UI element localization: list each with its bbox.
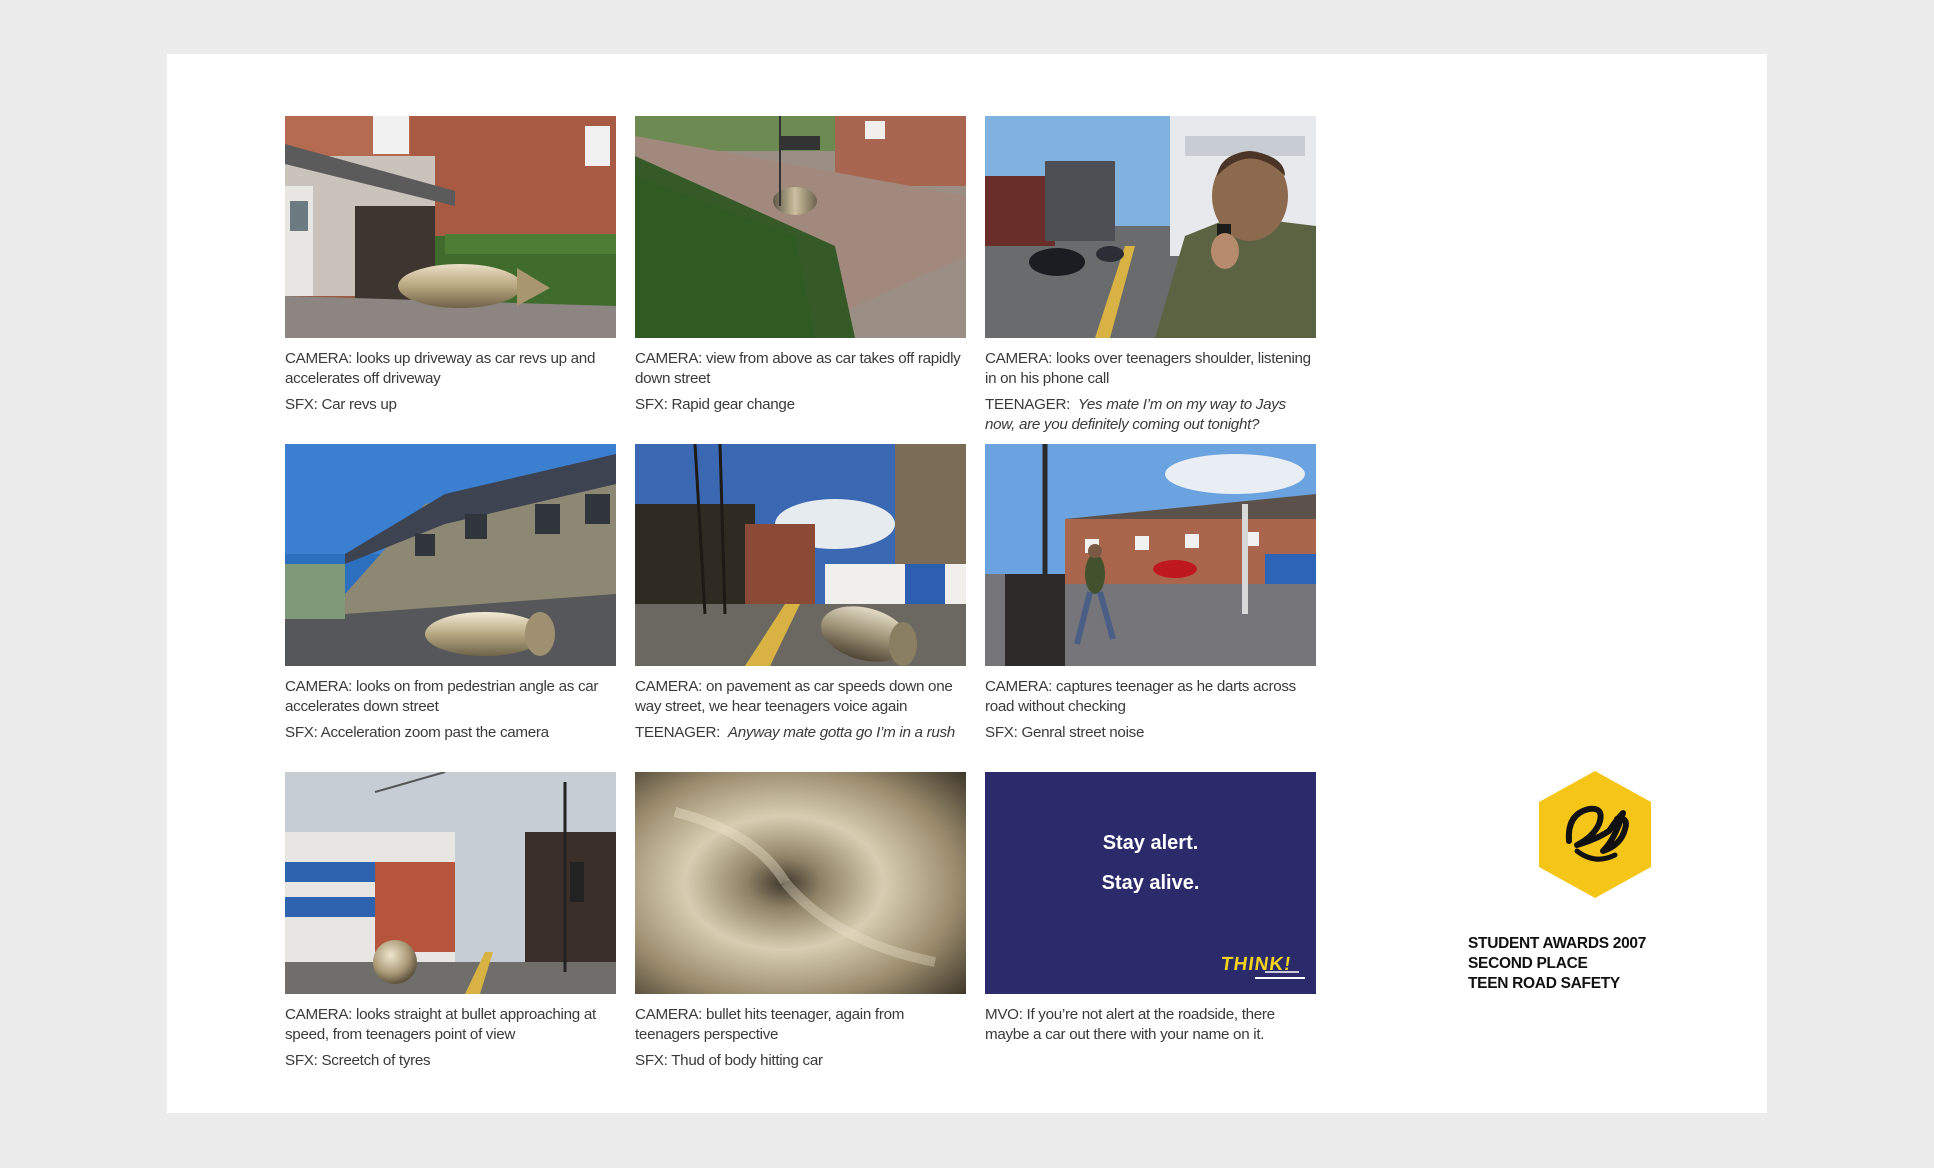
think-logo: THINK! bbox=[1219, 954, 1293, 975]
frame-camera-caption: CAMERA: looks straight at bullet approaching at speed, from teenagers point of view bbox=[285, 1006, 596, 1043]
award-line: TEEN ROAD SAFETY bbox=[1468, 975, 1620, 992]
frame-image-crossing bbox=[985, 444, 1316, 666]
frame-image-approach bbox=[285, 772, 616, 994]
dialogue-line: Yes mate I’m on my way to Jays now, are you definitely coming out tonight? bbox=[985, 396, 1286, 433]
road-lines-icon bbox=[1255, 958, 1305, 980]
frame-dialogue-caption bbox=[635, 723, 966, 743]
frame-dialogue-caption bbox=[985, 395, 1316, 435]
awards-text bbox=[1468, 934, 1646, 994]
frame-image-driveway bbox=[285, 116, 616, 338]
frame-image-street-above bbox=[635, 116, 966, 338]
frame-camera-caption: CAMERA: looks over teenagers shoulder, listening in on his phone call bbox=[985, 350, 1311, 387]
frame-sfx-caption: SFX: Screetch of tyres bbox=[285, 1052, 431, 1069]
storyboard-frame-1 bbox=[285, 116, 616, 415]
frame-mvo-caption: MVO: If you’re not alert at the roadside, there maybe a car out there with your name on it. bbox=[985, 1006, 1275, 1043]
frame-camera-caption: CAMERA: looks up driveway as car revs up and accelerates off driveway bbox=[285, 350, 596, 387]
frame-sfx-caption: SFX: Rapid gear change bbox=[635, 396, 795, 413]
frame-sfx-caption: SFX: Genral street noise bbox=[985, 724, 1145, 741]
storyboard-frame-7 bbox=[285, 772, 616, 1071]
frame-camera-caption: CAMERA: looks on from pedestrian angle as car accelerates down street bbox=[285, 678, 599, 715]
frame-image-teen-phone bbox=[985, 116, 1316, 338]
storyboard-frame-3 bbox=[985, 116, 1316, 435]
storyboard-frame-8 bbox=[635, 772, 966, 1071]
frame-sfx-caption: SFX: Car revs up bbox=[285, 396, 397, 413]
frame-camera-caption: CAMERA: on pavement as car speeds down one way street, we hear teenagers voice again bbox=[635, 678, 953, 715]
frame-camera-caption: CAMERA: view from above as car takes off rapidly down street bbox=[635, 350, 961, 387]
frame-sfx-caption: SFX: Thud of body hitting car bbox=[635, 1052, 823, 1069]
frame-camera-caption: CAMERA: bullet hits teenager, again from teenagers perspective bbox=[635, 1006, 905, 1043]
storyboard-frame-4 bbox=[285, 444, 616, 743]
award-line: SECOND PLACE bbox=[1468, 955, 1588, 972]
frame-sfx-caption: SFX: Acceleration zoom past the camera bbox=[285, 724, 549, 741]
storyboard-sheet bbox=[167, 54, 1767, 1113]
dialogue-line: Anyway mate gotta go I’m in a rush bbox=[727, 724, 955, 741]
storyboard-frame-2 bbox=[635, 116, 966, 415]
storyboard-frame-5 bbox=[635, 444, 966, 743]
frame-camera-caption: CAMERA: captures teenager as he darts across road without checking bbox=[985, 678, 1296, 715]
frame-image-houses bbox=[285, 444, 616, 666]
storyboard-frame-6 bbox=[985, 444, 1316, 743]
storyboard-frame-9 bbox=[985, 772, 1316, 1045]
endframe-panel bbox=[985, 772, 1316, 994]
endframe-line-1: Stay alert. bbox=[1102, 832, 1199, 854]
frame-image-impact bbox=[635, 772, 966, 994]
dandad-hexagon-logo-icon bbox=[1537, 769, 1653, 900]
dialogue-speaker: TEENAGER: bbox=[985, 396, 1071, 413]
endframe-line-2: Stay alive. bbox=[1101, 872, 1200, 894]
dialogue-speaker: TEENAGER: bbox=[635, 724, 721, 741]
frame-image-pavement bbox=[635, 444, 966, 666]
award-line: STUDENT AWARDS 2007 bbox=[1468, 935, 1647, 952]
